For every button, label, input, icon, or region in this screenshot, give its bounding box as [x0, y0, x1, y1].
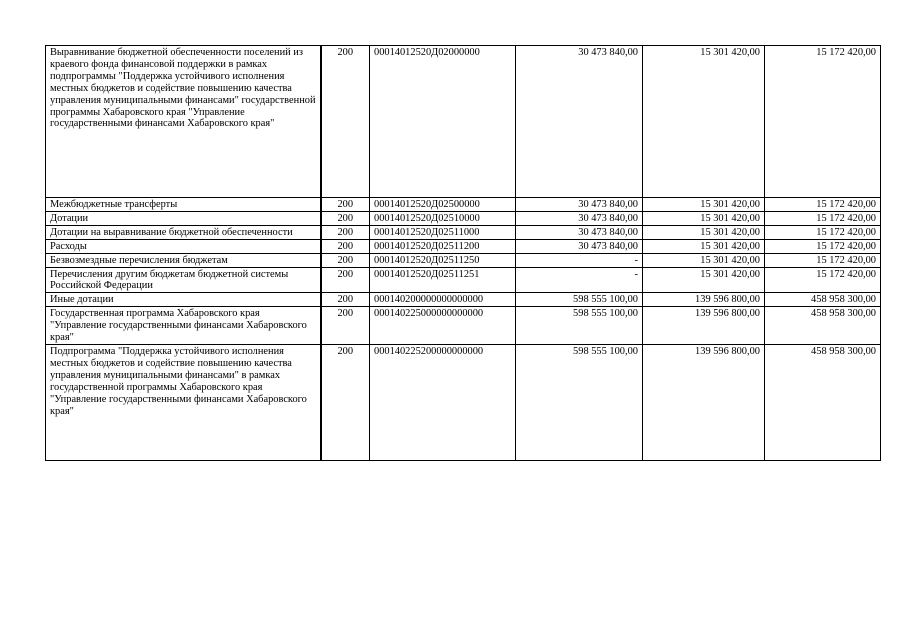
table-row — [46, 307, 881, 345]
row-sum-2: 139 596 800,00 — [643, 293, 765, 307]
row-target-code: 00014012520Д02510000 — [370, 211, 516, 225]
row-code: 200 — [321, 239, 370, 253]
budget-document — [45, 45, 880, 461]
row-sum-1: - — [516, 253, 643, 267]
table-row — [46, 198, 881, 212]
row-sum-3: 15 172 420,00 — [765, 267, 881, 293]
row-target-code: 00014012520Д02500000 — [370, 198, 516, 212]
row-sum-1: 598 555 100,00 — [516, 307, 643, 345]
row-name: Межбюджетные трансферты — [46, 198, 321, 212]
row-sum-1: 30 473 840,00 — [516, 198, 643, 212]
row-target-code: 000140225200000000000 — [370, 344, 516, 460]
row-name: Расходы — [46, 239, 321, 253]
table-row — [46, 267, 881, 293]
row-sum-1: 598 555 100,00 — [516, 293, 643, 307]
row-code: 200 — [321, 198, 370, 212]
table-row — [46, 293, 881, 307]
row-sum-2: 15 301 420,00 — [643, 198, 765, 212]
row-target-code: 00014012520Д02511250 — [370, 253, 516, 267]
row-target-code: 00014012520Д02000000 — [370, 46, 516, 198]
row-name: Перечисления другим бюджетам бюджетной системы Российской Федерации — [46, 267, 321, 293]
row-sum-3: 458 958 300,00 — [765, 344, 881, 460]
row-name: Дотации — [46, 211, 321, 225]
row-code: 200 — [321, 293, 370, 307]
row-target-code: 000140225000000000000 — [370, 307, 516, 345]
row-target-code: 00014012520Д02511000 — [370, 225, 516, 239]
row-sum-1: 30 473 840,00 — [516, 225, 643, 239]
table-row — [46, 46, 881, 198]
table-row — [46, 211, 881, 225]
row-sum-2: 15 301 420,00 — [643, 239, 765, 253]
row-sum-1: - — [516, 267, 643, 293]
row-name: Подпрограмма "Поддержка устойчивого исполнения местных бюджетов и содействие повышению качества управления муниципальными финансами" в рамках государственной программы Хабаровского края "Управление государственными финансами Хабаровского края" — [46, 344, 321, 460]
table-row — [46, 253, 881, 267]
table-row — [46, 239, 881, 253]
row-sum-2: 15 301 420,00 — [643, 225, 765, 239]
row-code: 200 — [321, 46, 370, 198]
row-name: Безвозмездные перечисления бюджетам — [46, 253, 321, 267]
row-sum-1: 598 555 100,00 — [516, 344, 643, 460]
row-target-code: 00014012520Д02511200 — [370, 239, 516, 253]
row-sum-3: 458 958 300,00 — [765, 307, 881, 345]
row-name: Иные дотации — [46, 293, 321, 307]
row-sum-3: 458 958 300,00 — [765, 293, 881, 307]
row-sum-1: 30 473 840,00 — [516, 211, 643, 225]
row-sum-3: 15 172 420,00 — [765, 225, 881, 239]
table-row — [46, 225, 881, 239]
row-sum-3: 15 172 420,00 — [765, 46, 881, 198]
row-code: 200 — [321, 253, 370, 267]
row-sum-1: 30 473 840,00 — [516, 46, 643, 198]
row-name: Выравнивание бюджетной обеспеченности поселений из краевого фонда финансовой поддержки в рамках подпрограммы "Поддержка устойчивого исполнения местных бюджетов и содействие повышению качества управления муниципальными финансами" государственной программы Хабаровского края "Управление государственными финансами Хабаровского края" — [46, 46, 321, 198]
row-code: 200 — [321, 267, 370, 293]
row-sum-3: 15 172 420,00 — [765, 198, 881, 212]
row-sum-3: 15 172 420,00 — [765, 211, 881, 225]
row-code: 200 — [321, 211, 370, 225]
row-name: Государственная программа Хабаровского края "Управление государственными финансами Хабаровского края" — [46, 307, 321, 345]
row-target-code: 00014012520Д02511251 — [370, 267, 516, 293]
row-name: Дотации на выравнивание бюджетной обеспеченности — [46, 225, 321, 239]
row-code: 200 — [321, 307, 370, 345]
row-sum-2: 15 301 420,00 — [643, 46, 765, 198]
row-target-code: 000140200000000000000 — [370, 293, 516, 307]
row-sum-2: 139 596 800,00 — [643, 307, 765, 345]
row-sum-2: 15 301 420,00 — [643, 211, 765, 225]
table-row — [46, 344, 881, 460]
row-sum-3: 15 172 420,00 — [765, 253, 881, 267]
row-code: 200 — [321, 344, 370, 460]
row-sum-3: 15 172 420,00 — [765, 239, 881, 253]
budget-table-body — [46, 46, 881, 461]
row-sum-2: 15 301 420,00 — [643, 253, 765, 267]
row-sum-2: 15 301 420,00 — [643, 267, 765, 293]
budget-table — [45, 45, 881, 461]
row-sum-2: 139 596 800,00 — [643, 344, 765, 460]
row-sum-1: 30 473 840,00 — [516, 239, 643, 253]
row-code: 200 — [321, 225, 370, 239]
